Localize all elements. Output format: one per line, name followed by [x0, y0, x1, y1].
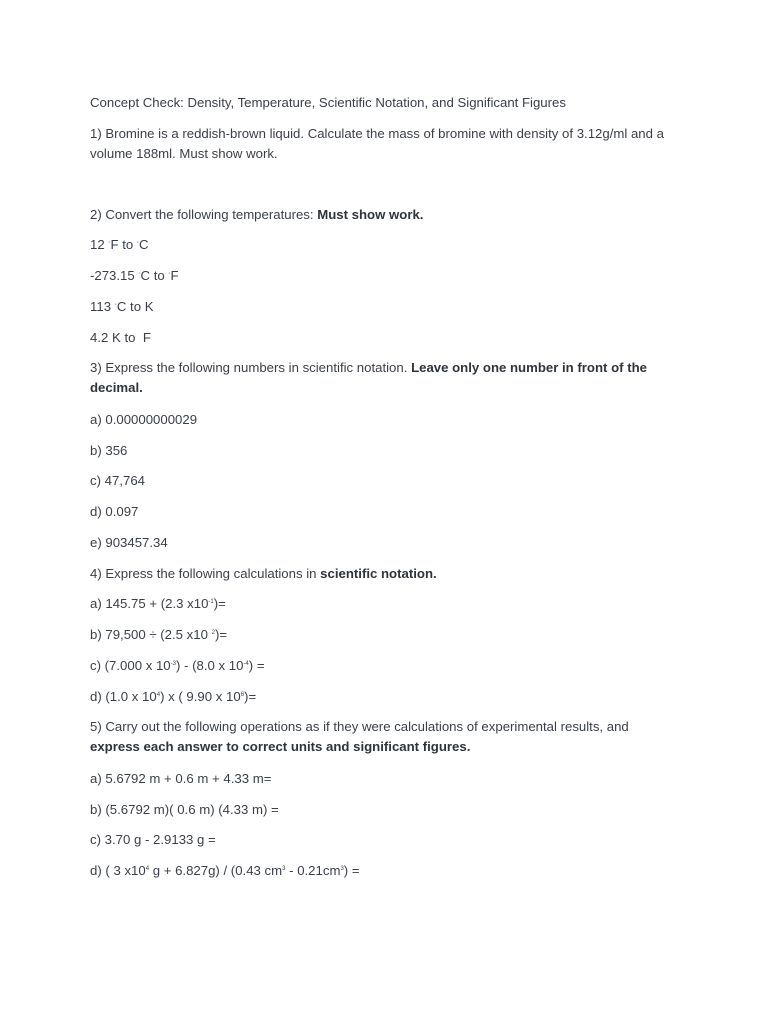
operation-item: c) 3.70 g - 2.9133 g =	[90, 832, 216, 847]
calculation-item: b) 79,500 ÷ (2.5 x10 $^2$)=	[90, 627, 228, 642]
question-4-prompt: 4) Express the following calculations in scientific notation.	[90, 566, 437, 581]
operation-item: a) 5.6792 m + 0.6 m + 4.33 m=	[90, 771, 272, 786]
scientific-notation-item: c) 47,764	[90, 473, 145, 488]
question-3-prompt: 3) Express the following numbers in scientific notation. Leave only one number in front of the decimal.	[90, 360, 647, 395]
scientific-notation-item: d) 0.097	[90, 504, 139, 519]
operation-item: d) ( 3 $x10^4$ g + 6.827g) / (0.43 $cm^3 - 0.21cm^3$) =	[90, 863, 360, 878]
temperature-item: 4.2 K to F	[90, 330, 151, 345]
temperature-item: -273.15 ◦C to ◦F	[90, 268, 179, 283]
temperature-item: 113 ◦C to K	[90, 299, 154, 314]
question-5-prompt: 5) Carry out the following operations as if they were calculations of experimental results, and express each answer to correct units and significant figures.	[90, 719, 629, 754]
temperature-item: 12 ◦F to ◦C	[90, 237, 149, 252]
page-title: Concept Check: Density, Temperature, Scientific Notation, and Significant Figures	[90, 95, 566, 110]
calculation-item: d) (1.0 x $10^4$) x ( 9.90 x $10^6)=$	[90, 689, 257, 704]
question-2-prompt: 2) Convert the following temperatures: Must show work.	[90, 207, 424, 222]
question-1: 1) Bromine is a reddish-brown liquid. Calculate the mass of bromine with density of 3.12g/ml and a volume 188ml. Must show work.	[90, 126, 664, 161]
scientific-notation-item: e) 903457.34	[90, 535, 168, 550]
scientific-notation-item: b) 356	[90, 443, 128, 458]
scientific-notation-item: a) 0.00000000029	[90, 412, 198, 427]
calculation-item: c) (7.000 x $10^{-3}) - (8.0$ x $10^{-4}$) =	[90, 658, 265, 673]
operation-item: b) (5.6792 m)( 0.6 m) (4.33 m) =	[90, 802, 279, 817]
calculation-item: a) 145.75 + (2.3 $x10^{-1})=$	[90, 596, 226, 611]
